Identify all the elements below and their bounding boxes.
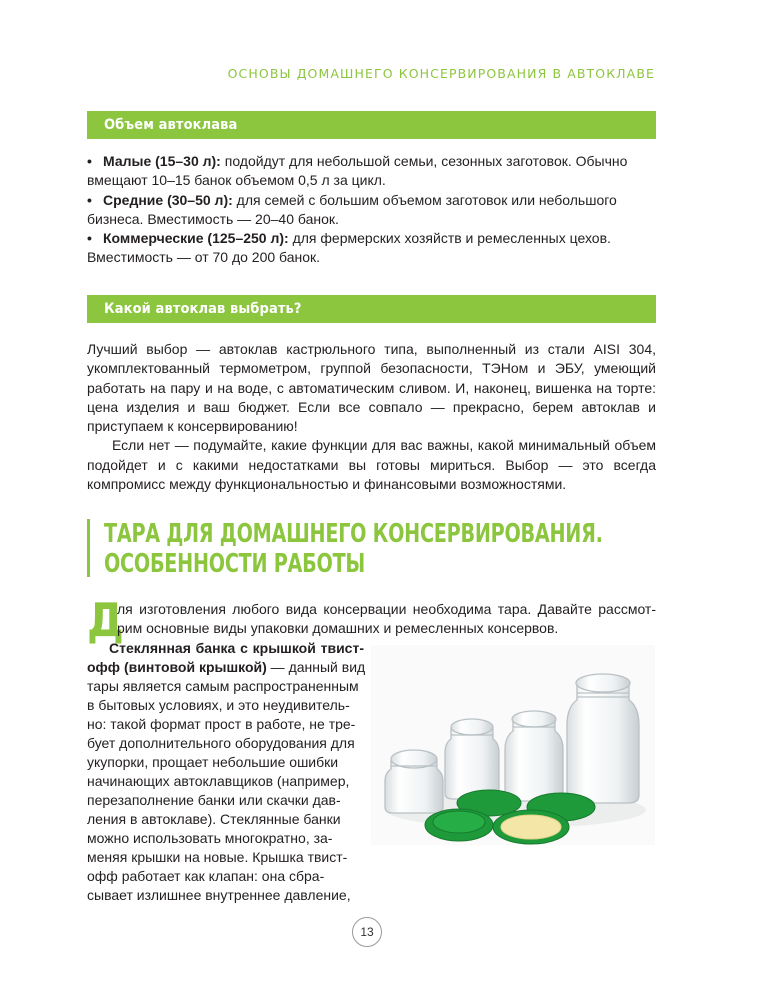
jar-medium [505, 711, 563, 801]
jars-photo [371, 645, 655, 845]
chapter-title [87, 519, 712, 577]
bullet-text: подойдут для небольшой семьи, сезонных заготовок. Обычно вмещают 10–15 банок объемом 0,5 л за цикл. [87, 153, 628, 189]
bullet-icon: • [87, 230, 92, 247]
jar-text-line: меняя крышки на новые. Крышка твист- [87, 849, 348, 865]
jar-text-line: бует дополнительного оборудования для [87, 735, 355, 751]
paragraph: Если нет — подумайте, какие функции для вас важны, какой минимальный объем подойдет и с какими недостатками вы готовы мириться. Выбор — это всегда компромисс между функциональностью и финансовыми возможностями. [87, 437, 656, 493]
jar-text-tail: — данный вид [266, 659, 366, 675]
jar-text-line: тары является самым распространенным [87, 678, 359, 694]
list-item [87, 152, 656, 191]
jar-text-line: укупорки, прощает небольшие ошибки [87, 754, 339, 770]
list-item [87, 191, 656, 230]
running-header: ОСНОВЫ ДОМАШНЕГО КОНСЕРВИРОВАНИЯ В АВТОКЛАВЕ [227, 66, 655, 81]
bullet-text: для семей с большим объемом заготовок или небольшого бизнеса. Вместимость — 20–40 банок. [87, 191, 617, 227]
jar-text-line: Стеклянная банка с крышкой твист- [109, 640, 364, 656]
bullet-text: для фермерских хозяйств и ремесленных цехов. Вместимость — от 70 до 200 банок. [87, 230, 611, 266]
jar-text-line: можно использовать многократно, за- [87, 830, 333, 846]
jar-large [567, 674, 639, 803]
jars-illustration [371, 645, 655, 845]
chapter-title-line-1: ТАРА ДЛЯ ДОМАШНЕГО КОНСЕРВИРОВАНИЯ. [104, 519, 603, 549]
jar-text-line [87, 659, 364, 675]
jar-text-line: начинающих автоклавщиков (например, [87, 773, 350, 789]
bullet-term: Коммерческие (125–250 л): [103, 230, 289, 247]
jar-text-line: но: такой формат прост в работе, не тре- [87, 716, 356, 732]
intro-line-2: рим основные виды упаковки домашних и ремесленных консервов. [117, 620, 559, 636]
lid-front-green [425, 809, 493, 841]
bullet-icon: • [87, 153, 92, 169]
section-header-volume: Объем автоклава [87, 111, 656, 139]
jar-small [445, 719, 499, 799]
bullet-term: Малые (15–30 л): [103, 153, 221, 169]
chapter-title-line-2: ОСОБЕННОСТИ РАБОТЫ [104, 549, 366, 579]
jar-text-line: в бытовых условиях, и это неудивитель- [87, 697, 350, 713]
page-number: 13 [352, 917, 382, 947]
choice-text [87, 340, 656, 494]
paragraph: Лучший выбор — автоклав кастрюльного типа, выполненный из стали AISI 304, укомплектованный термометром, группой безопасности, ТЭНом и ЭБУ, умеющий работать на пару и на воде, с автоматическим сливом. И, наконец, вишенка на торте: цена изделия и ваш бюджет. Если все совпало — прекрасно, берем автоклав и приступаем к консервированию! [87, 341, 656, 435]
jar-text-line: перезаполнение банки или скачки дав- [87, 792, 341, 808]
jar-text-line: ления в автоклаве). Стеклянные банки [87, 811, 341, 827]
jar-text-line: сывает излишнее внутреннее давление, [87, 887, 351, 903]
volume-bullet-list [87, 152, 656, 268]
bullet-icon: • [87, 191, 92, 208]
bullet-term: Средние (30–50 л): [103, 191, 233, 208]
section-header-choice: Какой автоклав выбрать? [87, 295, 656, 323]
intro-line-1: ля изготовления любого вида консервации необходима тара. Давайте рассмот- [117, 601, 656, 617]
jar-term: офф (винтовой крышкой) [87, 659, 267, 675]
jar-tiny [385, 750, 443, 813]
lid-front-open [493, 810, 569, 844]
drop-cap: Д [87, 593, 124, 647]
list-item [87, 229, 656, 268]
jar-text-line: офф работает как клапан: она сбра- [87, 868, 325, 884]
